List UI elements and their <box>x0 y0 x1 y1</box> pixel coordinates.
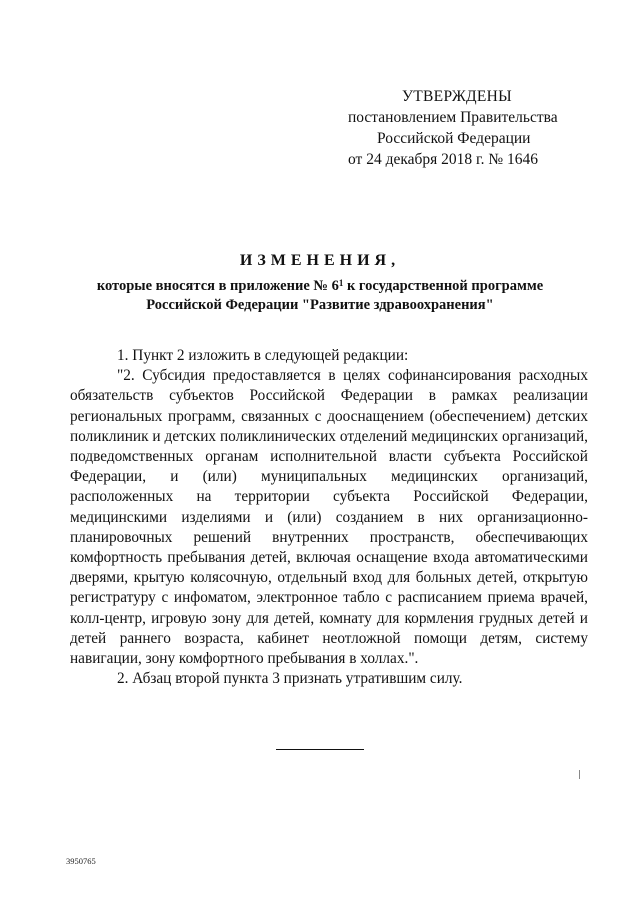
approval-government: Российской Федерации <box>377 130 531 147</box>
document-subtitle <box>0 277 640 315</box>
item-1-intro: 1. Пункт 2 изложить в следующей редакции: <box>117 347 409 364</box>
approval-heading: УТВЕРЖДЕНЫ <box>402 88 512 105</box>
subtitle-line-1-before: которые вносятся в приложение № 6 <box>96 278 339 294</box>
separator-line <box>276 749 364 750</box>
item-1-text: "2. Субсидия предоставляется в целях софинансирования расходных обязательств субъектов Российской Федерации в рамках реализации региональных программ, связанных с дооснащением (обеспечением) детских поликлиник и детских поликлинических отделений медицинских организаций, подведомственных органам исполнительной власти субъекта Российской Федерации, и (или) муниципальных медицинских организаций, расположенных на территории субъекта Российской Федерации, медицинскими изделиями и (или) созданием в них организационно-планировочных решений внутренних пространств, обеспечивающих комфортность пребывания детей, включая оснащение входа автоматическими дверями, крытую колясочную, отдельный вход для больных детей, открытую регистратуру с инфоматом, электронное табло с расписанием приема врачей, колл-центр, игровую зону для детей, комнату для кормления грудных детей и детей раннего возраста, кабинет неотложной помощи детям, систему навигации, зону комфортного пребывания в холлах.". <box>70 367 588 668</box>
approval-decree: постановлением Правительства <box>348 109 558 126</box>
approval-date-number: от 24 декабря 2018 г. № 1646 <box>348 151 539 168</box>
subtitle-line-2: Российской Федерации "Развитие здравоохранения" <box>146 297 494 313</box>
document-body <box>70 346 588 689</box>
document-number: 3950765 <box>66 856 96 866</box>
margin-mark <box>579 770 580 779</box>
approval-stamp <box>300 86 600 170</box>
subtitle-line-1 <box>0 277 640 296</box>
item-2: 2. Абзац второй пункта 3 признать утратившим силу. <box>117 670 463 688</box>
document-title: ИЗМЕНЕНИЯ, <box>239 252 401 269</box>
subtitle-line-1-after: к государственной программе <box>343 278 544 294</box>
subtitle-superscript: 1 <box>338 278 344 288</box>
